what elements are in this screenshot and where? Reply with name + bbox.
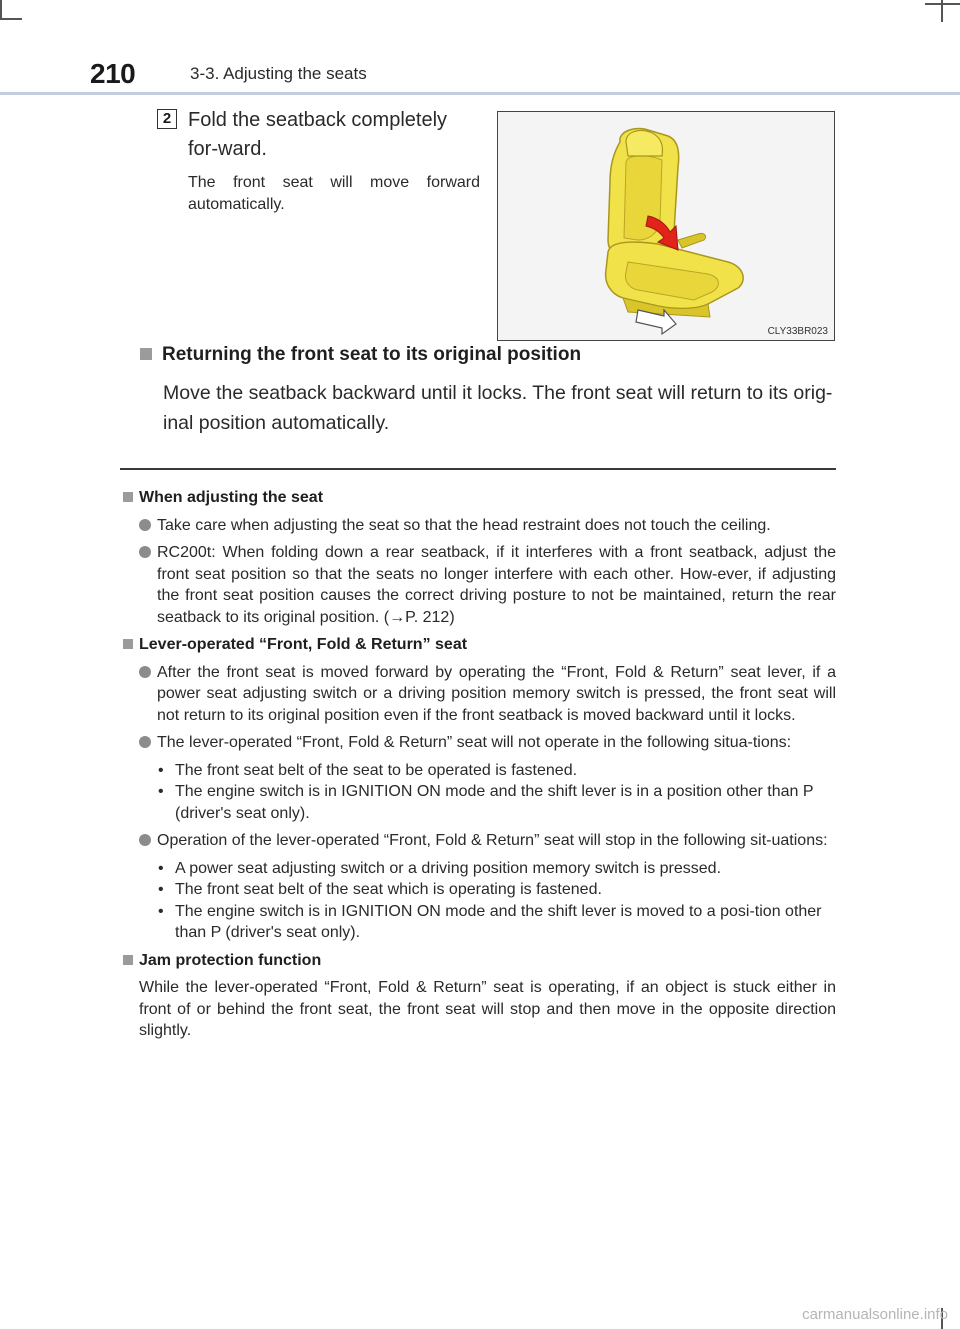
note-heading-text: Lever-operated “Front, Fold & Return” seat: [139, 636, 468, 653]
sub-item-text: A power seat adjusting switch or a driving position memory switch is pressed.: [175, 859, 722, 877]
dot-marker: •: [158, 761, 164, 779]
page-number: 210: [90, 58, 136, 89]
round-bullet-icon: [139, 736, 151, 748]
square-bullet-icon: [123, 639, 133, 649]
car-seat-fold-icon: [498, 112, 835, 341]
square-bullet-icon: [123, 955, 133, 965]
note-heading-jam-protection: [120, 950, 836, 972]
jam-protection-body: While the lever-operated “Front, Fold & Return” seat is operating, if an object is stuck either in front of or behind the front seat, the front seat will stop and then move in the opposite direction slightly.: [139, 979, 836, 1039]
sub-item-text: The engine switch is in IGNITION ON mode and the shift lever is in a position other than P (driver's seat only).: [175, 783, 814, 822]
note-bullet: [120, 732, 836, 754]
header-rule: [0, 92, 960, 95]
sub-list: [120, 760, 836, 825]
notes-section: [120, 481, 836, 1042]
sub-list-item: [120, 858, 836, 880]
sub-list-item: [120, 901, 836, 944]
note-heading-text: Jam protection function: [139, 951, 322, 969]
square-bullet-icon: [123, 492, 133, 502]
step-number-badge: 2: [157, 109, 177, 129]
step-note: The front seat will move forward automatically.: [188, 174, 480, 213]
sub-item-text: The front seat belt of the seat which is operating is fastened.: [175, 881, 602, 898]
returning-heading: [140, 344, 581, 366]
watermark: carmanualsonline.info: [802, 1306, 948, 1323]
crop-mark: [0, 18, 22, 20]
dot-marker: •: [158, 902, 164, 920]
bullet-text: The lever-operated “Front, Fold & Return” seat will not operate in the following situa-tions:: [157, 734, 792, 751]
note-heading-when-adjusting: [120, 487, 836, 509]
square-bullet-icon: [140, 348, 152, 360]
dot-marker: •: [158, 881, 164, 898]
sub-list: [120, 858, 836, 944]
seat-lever-shape: [678, 233, 706, 248]
sub-list-item: [120, 760, 836, 782]
dot-marker: •: [158, 859, 164, 877]
note-heading-lever-operated: [120, 634, 836, 656]
round-bullet-icon: [139, 546, 151, 558]
sub-item-text: The front seat belt of the seat to be operated is fastened.: [175, 761, 578, 779]
sub-list-item: [120, 879, 836, 901]
bullet-text: Operation of the lever-operated “Front, Fold & Return” seat will stop in the following sit-uations:: [157, 832, 828, 849]
sub-item-text: The engine switch is in IGNITION ON mode and the shift lever is moved to a posi-tion other than P (driver's seat only).: [175, 902, 822, 941]
note-bullet: [120, 542, 836, 628]
round-bullet-icon: [139, 834, 151, 846]
dot-marker: •: [158, 783, 164, 800]
note-bullet: [120, 662, 836, 727]
figure-code: CLY33BR023: [767, 326, 828, 337]
note-heading-text: When adjusting the seat: [139, 489, 324, 506]
note-bullet: [120, 830, 836, 852]
returning-heading-text: Returning the front seat to its original position: [162, 344, 582, 365]
crop-mark: [925, 3, 960, 5]
section-divider: [120, 468, 836, 470]
step-instruction: Fold the seatback completely for-ward.: [188, 109, 448, 160]
bullet-text: After the front seat is moved forward by operating the “Front, Fold & Return” seat lever, if a power seat adjusting switch or a driving position memory switch is pressed, the front seat will not return to its original position even if the front seatback is moved backward until it locks.: [157, 663, 836, 724]
bullet-text: RC200t: When folding down a rear seatback, if it interferes with a front seatback, adjust the front seat position so that the seats no longer interfere with each other. How-ever, if adjusting the front seat position causes the correct driving posture to not be maintained, return the rear seatback to its original position. (→P. 212): [157, 544, 836, 626]
bullet-text: Take care when adjusting the seat so that the head restraint does not touch the ceiling.: [157, 516, 771, 534]
crop-mark: [0, 0, 2, 18]
section-title: 3-3. Adjusting the seats: [190, 64, 367, 83]
returning-body: Move the seatback backward until it locks. The front seat will return to its orig-inal position automatically.: [163, 382, 833, 434]
round-bullet-icon: [139, 666, 151, 678]
sub-list-item: [120, 781, 836, 824]
round-bullet-icon: [139, 519, 151, 531]
note-bullet: [120, 515, 836, 537]
seat-fold-illustration: [497, 111, 835, 341]
